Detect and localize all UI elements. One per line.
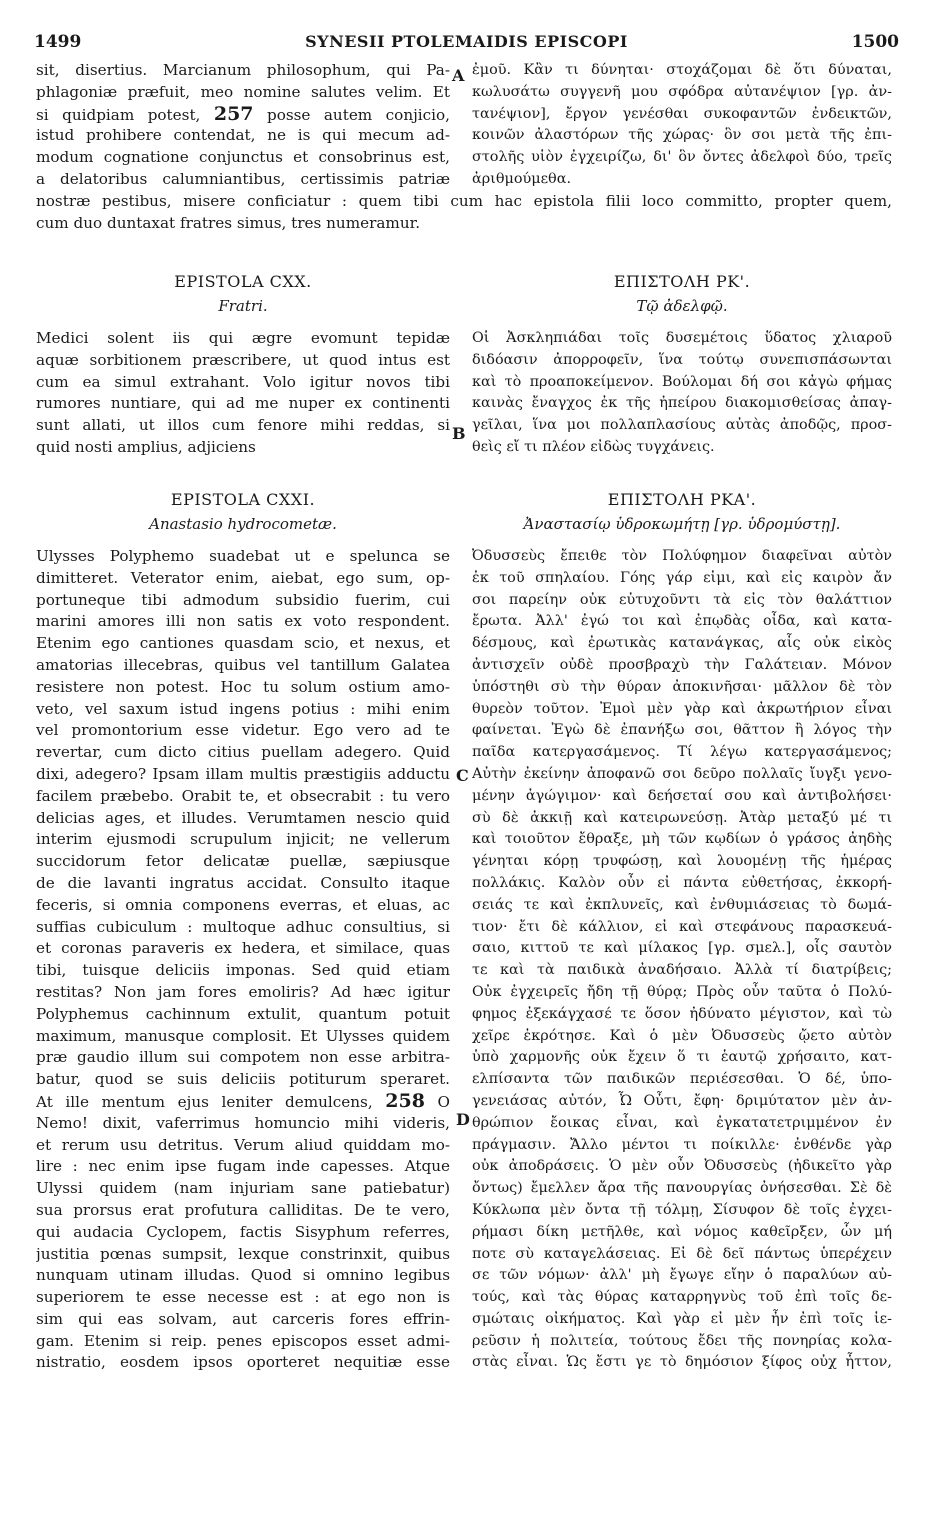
section-subheading: Τῷ ἀδελφῷ. [636, 297, 728, 315]
bridge-line [36, 191, 892, 235]
text-line: et coronas paraveris ex hedera, et similace, quas [36, 939, 450, 958]
text-line: sim qui eas solvam, aut carceris fores effrin- [36, 1309, 450, 1328]
text-line: χεῖρε ἐκρότησε. Καὶ ὁ μὲν Ὀδυσσεὺς ᾤετο αὐτὸν [472, 1027, 892, 1044]
text-fragment: cum hac epistola filii loco committo, propter quem, [450, 192, 892, 210]
text-line: Αὐτὴν ἐκείνην ἀποφανῶ σοι δεῦρο πολλαῖς ἴυγξι γενο- [472, 765, 892, 782]
greek-body [472, 546, 892, 1374]
text-line: πράγμασιν. Ἄλλο μέντοι τι ποίκιλλε· ἐνθένδε γὰρ [472, 1136, 892, 1153]
text-line: κοινῶν ἀλαστόρων τῆς χώρας· ὃν σοι μετὰ τῆς ἐπι- [472, 127, 892, 144]
margin-letter-c: C [456, 766, 469, 785]
text-line: sit, disertius. Marcianum philosophum, qui Pa- [36, 61, 450, 79]
text-line: nunquam utinam illudas. Quod si omnino legibus [36, 1266, 450, 1285]
margin-letter-d: D [456, 1110, 470, 1129]
text-line: ἔρωτα. Ἀλλ' ἐγώ τοι καὶ ἐπῳδὰς οἶδα, καὶ κατα- [472, 613, 892, 630]
text-line: ρεῦσιν ἡ πολιτεία, τούτους ἔδει τῆς πονηρίας κολα- [472, 1332, 892, 1349]
text-line: lire : nec enim ipse fugam inde capesses. Atque [36, 1157, 450, 1176]
text-line: rumores nuntiare, qui ad me nuper ex continenti [36, 394, 450, 413]
text-line: suffias cubiculum : multoque adhuc consultius, si [36, 917, 450, 936]
text-line: θρώπιον ἔοικας εἶναι, καὶ ἐγκατατετριμμένον ἐν [472, 1114, 892, 1131]
running-title: SYNESII PTOLEMAIDIS EPISCOPI [305, 32, 628, 51]
text-line: Κύκλωπα μὲν ὄντα τῇ τόλμῃ, Σίσυφον δὲ τοῖς ἐγχει- [472, 1201, 892, 1218]
text-line: φημος ἐξεκάγχασέ τε ὅσον ἠδύνατο μέγιστον, καὶ τὼ [472, 1005, 892, 1022]
text-line: Nemo! dixit, vaferrimus homuncio mihi videris, [36, 1113, 450, 1132]
text-line: resistere non potest. Hoc tu solum ostium amo- [36, 677, 450, 696]
text-line: ἐκ τοῦ σπηλαίου. Γόης γάρ εἰμι, καὶ εἰς καιρὸν ἄν [472, 569, 892, 586]
text-line [36, 1091, 450, 1113]
text-line [36, 191, 892, 213]
epistola-120-latin [36, 270, 450, 459]
text-line: ὑπόστηθι σὺ τὴν θύραν ἀποκινῆσαι· μᾶλλον δὲ τὸν [472, 678, 892, 695]
text-line: gam. Etenim si reip. penes episcopos esset admi- [36, 1331, 450, 1350]
text-line: tibi, tuisque deliciis imponas. Sed quid etiam [36, 961, 450, 980]
text-line: amatorias illecebras, quibus vel tantillum Galatea [36, 655, 450, 674]
text-line: καὶ τὸ προαποκείμενον. Βούλομαι δή σοι κἀγὼ φήμας [472, 373, 892, 390]
greek-column-top [472, 60, 892, 191]
margin-letter-a: A [452, 66, 465, 85]
text-line: ελπίσαντα τῶν παιδικῶν περιέσεσθαι. Ὁ δέ, ὑπο- [472, 1071, 892, 1088]
text-line: Etenim ego cantiones quasdam scio, et nexus, et [36, 634, 450, 653]
text-line: ἀριθμούμεθα. [472, 170, 572, 187]
text-fragment: posse autem conjicio, [253, 105, 450, 124]
text-line: σαιο, κιττοῦ τε καὶ μίλακος [γρ. σμελ.], οἷς σαυτὸν [472, 940, 892, 957]
section-heading: EPISTOLA CXX. [174, 272, 312, 291]
text-line: φαίνεται. Ἐγὼ δὲ ἐπανήξω σοι, θᾶττον ἢ λόγος τὴν [472, 722, 892, 739]
text-line: superiorem te esse necesse est : at ego non is [36, 1288, 450, 1307]
text-line: maximum, manusque complosit. Et Ulysses quidem [36, 1026, 450, 1045]
latin-body [36, 546, 450, 1374]
text-line: interim ejusmodi scrupulum injicit; ne vellerum [36, 830, 450, 849]
text-line: nistratio, eosdem ipsos oporteret nequitiæ esse [36, 1353, 450, 1372]
text-line: σειάς τε καὶ ἐκπλυνεῖς, καὶ ἐνθυμιάσειας τὸ δωμά- [472, 896, 892, 913]
text-fragment: At ille mentum ejus leniter demulcens, [36, 1092, 386, 1111]
text-line: γένηται κόρῃ τρυφώσῃ, καὶ λουομένῃ τῆς ἡμέρας [472, 853, 892, 870]
text-line: aquæ sorbitionem præscribere, ut quod intus est [36, 350, 450, 369]
text-line: σμώταις οἰκήματος. Καὶ γὰρ εἰ μὲν ἦν ἐπὶ τοῖς ἱε- [472, 1310, 892, 1327]
text-line: οὐκ ἀποδράσεις. Ὁ μὲν οὖν Ὀδυσσεὺς (ἠδικεῖτο γὰρ [472, 1158, 892, 1175]
text-line: διδόασιν ἀπορρoφεῖν, ἵνα τούτῳ συνεπισπάσωνται [472, 351, 892, 368]
text-line: Οὐκ ἐγχειρεῖς ἤδη τῇ θύρᾳ; Πρὸς οὖν ταῦτα ὁ Πολύ- [472, 983, 892, 1000]
text-line: Ulyssi quidem (nam injuriam sane patiebatur) [36, 1179, 450, 1198]
text-line: portuneque tibi admodum subsidio fuerim, cui [36, 590, 450, 609]
text-line: θεὶς εἴ τι πλέον εἰδὼς τυγχάνεις. [472, 438, 715, 455]
text-line: veto, vel saxum istud ingens potius : mihi enim [36, 699, 450, 718]
epistola-121-latin [36, 488, 450, 1374]
text-line: Ὀδυσσεὺς ἔπειθε τὸν Πολύφημον διαφεῖναι αὐτὸν [472, 548, 892, 564]
text-fragment: O [424, 1092, 450, 1111]
text-line: θυρεὸν τοῦτον. Ἐμοὶ μὲν γὰρ καὶ ἀκρωτήριον εἶναι [472, 700, 892, 717]
epistola-120-greek [472, 270, 892, 459]
text-line: dimitteret. Veterator enim, aiebat, ego sum, op- [36, 568, 450, 587]
text-line: succidorum fetor delicatæ puellæ, sæpiusque [36, 852, 450, 871]
text-line: a delatoribus calumniantibus, certissimis patriæ [36, 169, 450, 188]
text-line: vel promontorium esse videtur. Ego vero ad te [36, 721, 450, 740]
text-line: Medici solent iis qui ægre evomunt tepidæ [36, 329, 450, 347]
text-line: ὑπὸ χαρμονῆς οὐκ ἔχειν ὅ τι ἑαυτῷ χρήσαιτο, κατ- [472, 1049, 892, 1066]
text-line: delicias ages, et illudes. Verumtamen nescio quid [36, 808, 450, 827]
text-line: τανέψιον], ἔργον γενέσθαι συκοφαντῶν ἐνδεικτῶν, [472, 105, 892, 122]
text-line: dixi, adegero? Ipsam illam multis præstigiis adductu [36, 764, 450, 783]
text-line: στὰς εἶναι. Ὡς ἔστι γε τὸ δημόσιον ξίφος οὐχ ἧττον, [472, 1354, 892, 1371]
text-line: μένην ἀγώγιμον· καὶ δεήσεταί σου καὶ ἀντιβολήσει· [472, 787, 892, 804]
text-line: κωλυσάτω συγγενῆ μου σφόδρα αὐτανέψιον [γρ. ἀν- [472, 83, 892, 100]
section-heading: ΕΠΙΣΤΟΛΗ ΡΚΑ'. [607, 490, 757, 509]
text-line: πολλάκις. Καλὸν οὖν εἰ πάντα εὐθετήσας, ἐκκορή- [472, 874, 892, 891]
text-line: παῖδα κατεργασάμενος. Τί λέγω κατεργασάμενος; [472, 744, 892, 761]
text-line: et rerum usu detritus. Verum aliud quiddam mo- [36, 1135, 450, 1154]
text-line: ἀντισχεῖν οὐδὲ προσβραχὺ τὴν Γαλάτειαν. Μόνον [472, 656, 892, 673]
running-header [34, 32, 899, 56]
text-line: γενειάσας αὐτόν, Ὦ Οὖτι, ἔφη· δριμύτατον μὲν ἀν- [472, 1092, 892, 1109]
text-line: στολῆς υἱὸν ἐγχειρίζω, δι' ὃν ὄντες ἀδελφοὶ δύο, τρεῖς [472, 149, 892, 166]
column-number: 258 [385, 1090, 425, 1112]
text-line: modum cognatione conjunctus et consobrinus est, [36, 148, 450, 167]
text-line: ὄντως) ἔμελλεν ἄρα τῆς πανουργίας ὀνήσεσθαι. Σὲ δὲ [472, 1180, 892, 1197]
page-number-right: 1500 [851, 32, 899, 52]
column-number: 257 [213, 103, 254, 125]
text-line: revertar, cum dicto citius puellam adegero. Quid [36, 743, 450, 762]
text-line: quid nosti amplius, adjiciens [36, 437, 256, 456]
text-line: præ gaudio illum sui compotem non esse arbitra- [36, 1048, 450, 1067]
section-heading: ΕΠΙΣΤΟΛΗ ΡΚ'. [613, 272, 751, 291]
text-line [36, 104, 450, 126]
text-line: qui audacia Cyclopem, factis Sisyphum referres, [36, 1222, 450, 1241]
text-line: καὶ τοιοῦτον ἔθραξε, μὴ τῶν κῳδίων ὁ γράσος ἀηδὴς [472, 831, 892, 848]
section-subheading: Ἀναστασίῳ ὑδροκωμήτῃ [γρ. ὑδρομύστῃ]. [523, 515, 841, 533]
text-line: τε καὶ τὰ παιδικὰ ἀναδήσαιο. Ἀλλὰ τί διατρίβεις; [472, 962, 892, 979]
text-line: cum ea simul extrahant. Volo igitur novos tibi [36, 372, 450, 391]
text-line: σε τῶν νόμων· ἀλλ' μὴ ἔγωγε εἴην ὁ παραλύων αὐ- [472, 1267, 892, 1284]
section-heading: EPISTOLA CXXI. [170, 490, 316, 509]
text-line: τούς, καὶ τὰς θύρας καταρρηγνὺς τοῦ ἐπὶ τοῖς δε- [472, 1289, 892, 1306]
text-line: τιον· ἔτι δὲ κάλλιον, εἰ καὶ στεφάνους παρασκευά- [472, 918, 892, 935]
text-line: ποτε σὺ καταγελάσειας. Εἰ δὲ δεῖ πάντως ὑπερέχειν [472, 1245, 892, 1262]
margin-letter-b: B [452, 424, 466, 443]
text-line: marini amores illi non satis ex voto respondent. [36, 612, 450, 631]
text-line: σοι παρείην οὐκ εὐτυχοῦντι τὰ εἰς τὸν θαλάττιον [472, 591, 892, 608]
text-line: sunt allati, ut illos cum fenore mihi reddas, si [36, 416, 450, 435]
text-line: batur, quod se suis deliciis potiturum speraret. [36, 1070, 450, 1089]
text-line: Polyphemus cachinnum extulit, quantum potuit [36, 1004, 450, 1023]
latin-column-top [36, 60, 450, 191]
section-subheading: Anastasio hydrocometæ. [149, 515, 337, 533]
text-line: phlagoniæ præfuit, meo nomine salutes velim. Et [36, 82, 450, 101]
text-fragment: si quidpiam potest, [36, 105, 214, 124]
text-line: justitia pœnas sumpsit, lexque constrinxit, quibus [36, 1244, 450, 1263]
text-line: feceris, si omnia componens everras, et eluas, ac [36, 895, 450, 914]
text-line: de die lavanti ingratus accidat. Consulto itaque [36, 873, 450, 892]
text-line: γεῖλαι, ἵνα μοι πολλαπλασίους αὐτὰς ἀποδῷς, προσ- [472, 417, 892, 434]
text-line: restitas? Non jam fores emoliris? Ad hæc igitur [36, 982, 450, 1001]
text-line: καινὰς ἔναγχος ἐκ τῆς ἠπείρου διακομισθείσας ἀπαγ- [472, 395, 892, 412]
text-line: Οἱ Ἀσκληπιάδαι τοῖς δυσεμέτοις ὕδατος χλιαροῦ [472, 330, 892, 346]
text-line: sua prorsus erat profutura calliditas. De te vero, [36, 1200, 450, 1219]
section-subheading: Fratri. [218, 297, 268, 315]
page-number-left: 1499 [34, 32, 82, 52]
text-line: istud prohibere contendat, ne is qui mecum ad- [36, 126, 450, 145]
text-line: δέσμους, καὶ ἐρωτικὰς κατανάγκας, αἷς οὐκ εἰκὸς [472, 635, 892, 652]
text-line: σὺ δὲ ἀκκιῇ καὶ κατειρωνεύσῃ. Ἀτὰρ μεταξύ μέ τι [472, 809, 892, 826]
text-fragment: nostræ pestibus, misere conficiatur : quem tibi [36, 192, 439, 210]
text-line: cum duo duntaxat fratres simus, tres numeramur. [36, 213, 421, 232]
epistola-121-greek [472, 488, 892, 1374]
text-line: ἐμοῦ. Κἂν τι δύνηται· στοχάζομαι δὲ ὅτι δύναται, [472, 62, 892, 78]
text-line: Ulysses Polyphemo suadebat ut e spelunca se [36, 547, 450, 565]
text-line: ρήμασι δίκη μετῆλθε, καὶ νόμος καθεῖρξεν, ὧν μή [472, 1223, 892, 1240]
text-line: facilem præbebo. Orabit te, et obsecrabit : tu vero [36, 786, 450, 805]
